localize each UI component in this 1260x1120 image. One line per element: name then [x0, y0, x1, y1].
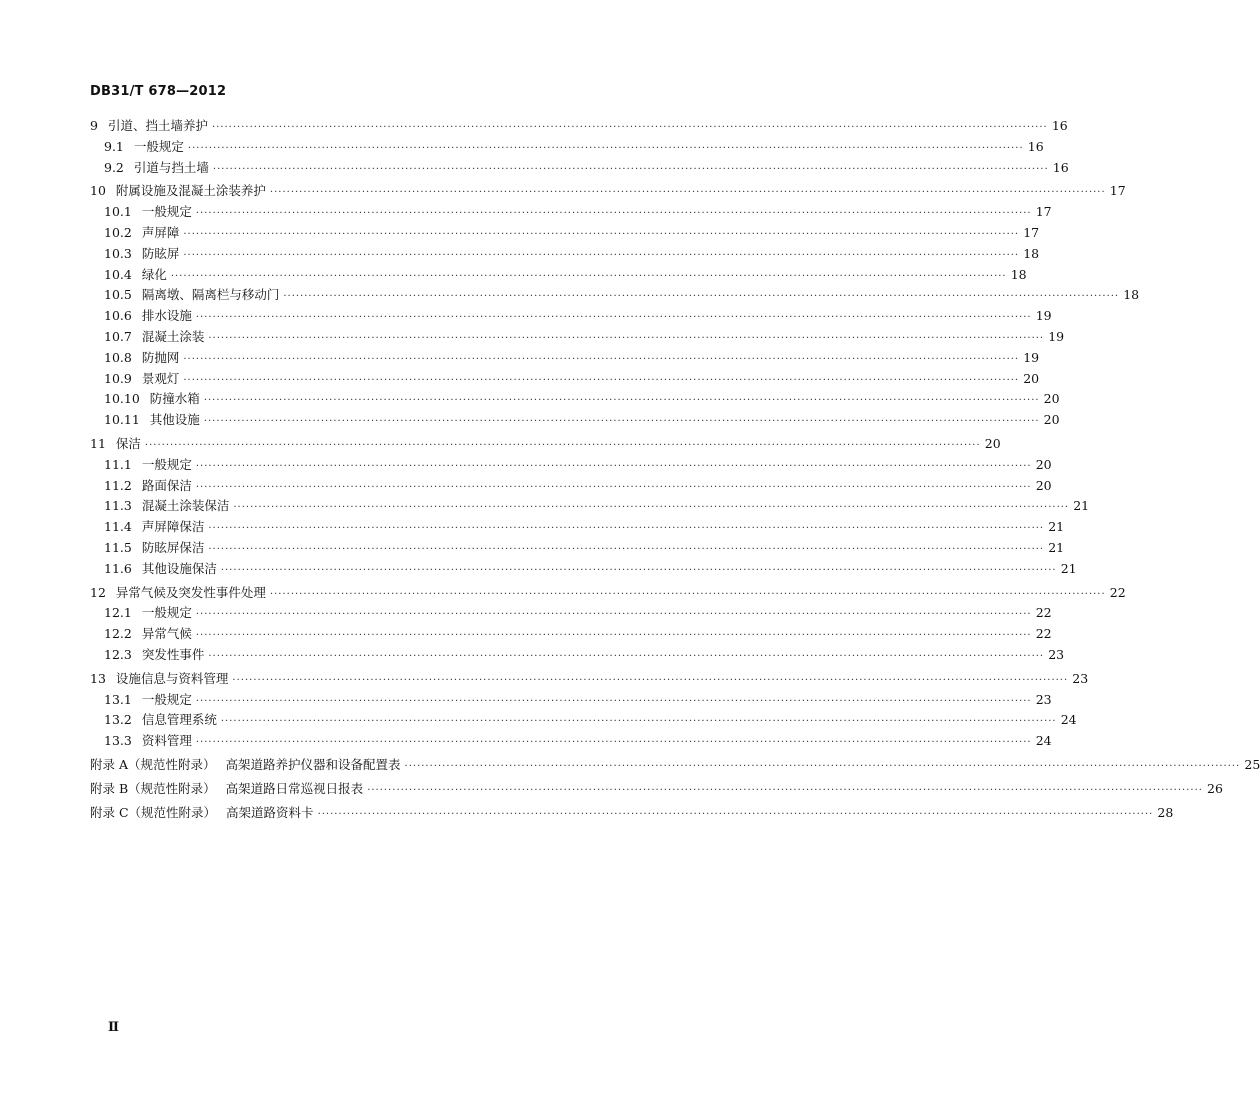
toc-entry-title: 混凝土涂装 [141, 329, 205, 344]
toc-entry-page: 17 [1109, 183, 1126, 199]
toc-dot-leader: ········································································································································································································ [195, 481, 1032, 493]
toc-entry[interactable] [90, 583, 1126, 603]
toc-entry-number: 13.3 [104, 733, 132, 749]
toc-entry-page: 20 [1043, 412, 1060, 428]
toc-entry-number: 11.4 [104, 519, 132, 535]
toc-entry-title: 高架道路日常巡视日报表 [225, 780, 364, 796]
toc-entry-title: 附属设施及混凝土涂装养护 [115, 183, 266, 199]
toc-entry-page: 17 [1035, 204, 1052, 220]
toc-entry-title: 防眩屏 [141, 245, 180, 261]
toc-entry-page: 23 [1048, 647, 1065, 662]
toc-entry[interactable] [90, 434, 1001, 454]
toc-dot-leader: ········································································································································································································ [283, 291, 1120, 303]
toc-entry[interactable] [104, 455, 1052, 475]
toc-entry[interactable] [104, 137, 1044, 157]
toc-entry[interactable] [104, 348, 1040, 368]
toc-entry-title: 设施信息与资料管理 [115, 670, 229, 686]
toc-dot-leader: ········································································································································································································ [208, 651, 1045, 662]
toc-entry-page: 24 [1060, 712, 1077, 728]
toc-dot-leader: ········································································································································································································ [195, 695, 1032, 707]
toc-entry-title: 资料管理 [141, 733, 192, 749]
toc-entry-title: 混凝土涂装保洁 [141, 498, 230, 514]
toc-entry-page: 23 [1035, 691, 1052, 707]
page-number: Ⅱ [108, 1020, 119, 1035]
toc-entry-title: 一般规定 [133, 138, 184, 154]
toc-entry-number: 11 [90, 436, 106, 451]
toc-entry-number: 10.2 [104, 225, 132, 240]
toc-entry-page: 26 [1207, 780, 1223, 796]
toc-entry[interactable] [104, 731, 1052, 751]
toc-entry-number: 附录 B（规范性附录） [90, 780, 216, 796]
toc-entry[interactable] [104, 538, 1065, 558]
toc-entry-title: 路面保洁 [141, 477, 192, 493]
toc-entry[interactable] [104, 476, 1052, 496]
toc-entry-number: 11.1 [104, 456, 132, 472]
toc-entry[interactable] [104, 223, 1040, 243]
toc-dot-leader: ········································································································································································································ [195, 737, 1032, 749]
toc-dot-leader: ········································································································································································································ [211, 122, 1048, 133]
toc-entry-page: 20 [984, 436, 1001, 451]
toc-entry[interactable] [90, 779, 1223, 799]
toc-entry-page: 16 [1027, 138, 1044, 154]
toc-entry[interactable] [104, 285, 1140, 305]
toc-entry-title: 引道与挡土墙 [133, 159, 209, 175]
toc-entry[interactable] [104, 158, 1069, 178]
toc-entry-title: 一般规定 [141, 204, 192, 220]
toc-entry-title: 高架道路资料卡 [226, 804, 314, 820]
toc-entry[interactable] [104, 265, 1027, 285]
toc-entry-number: 10.5 [104, 287, 132, 303]
toc-entry-title: 信息管理系统 [141, 712, 217, 728]
toc-entry-page: 21 [1060, 560, 1077, 576]
toc-dot-leader: ········································································································································································································ [269, 187, 1106, 199]
toc-entry[interactable] [90, 803, 1174, 823]
toc-entry-page: 21 [1048, 540, 1065, 555]
toc-dot-leader: ········································································································································································································ [195, 609, 1032, 621]
toc-dot-leader: ········································································································································································································ [195, 460, 1032, 472]
toc-dot-leader: ········································································································································································································ [233, 502, 1070, 514]
toc-dot-leader: ········································································································································································································ [317, 808, 1154, 820]
toc-entry-title: 其他设施保洁 [141, 560, 217, 576]
toc-entry-number: 10 [90, 183, 106, 199]
toc-entry-title: 防抛网 [141, 349, 180, 365]
toc-entry[interactable] [90, 116, 1068, 136]
toc-entry-number: 附录 C（规范性附录） [90, 804, 217, 820]
toc-entry-title: 防眩屏保洁 [141, 540, 205, 555]
toc-dot-leader: ········································································································································································································ [195, 630, 1032, 642]
toc-dot-leader: ········································································································································································································ [269, 588, 1106, 600]
toc-dot-leader: ········································································································································································································ [183, 249, 1020, 261]
toc-entry[interactable] [104, 327, 1065, 347]
toc-entry[interactable] [104, 690, 1052, 710]
toc-entry[interactable] [104, 202, 1052, 222]
toc-dot-leader: ········································································································································································································ [195, 208, 1032, 220]
toc-entry-title: 引道、挡土墙养护 [107, 118, 208, 133]
toc-entry-title: 一般规定 [141, 456, 192, 472]
toc-dot-leader: ········································································································································································································ [232, 674, 1069, 686]
toc-entry-title: 声屏障 [141, 225, 180, 240]
toc-entry-number: 9.2 [104, 159, 124, 175]
toc-entry-number: 10.9 [104, 370, 132, 386]
toc-entry-page: 28 [1157, 804, 1174, 820]
toc-dot-leader: ········································································································································································································ [208, 523, 1045, 535]
toc-entry-page: 19 [1048, 329, 1065, 344]
toc-entry-title: 一般规定 [141, 605, 192, 621]
toc-entry-number: 10.1 [104, 204, 132, 220]
toc-entry-page: 19 [1035, 308, 1052, 324]
toc-dot-leader: ········································································································································································································ [220, 564, 1057, 576]
toc-entry-page: 18 [1010, 266, 1027, 282]
toc-entry-number: 9 [90, 118, 98, 133]
toc-entry[interactable] [104, 710, 1077, 730]
toc-entry-title: 一般规定 [141, 691, 192, 707]
toc-entry[interactable] [104, 369, 1040, 389]
toc-entry-page: 22 [1109, 584, 1126, 600]
toc-entry-page: 18 [1123, 287, 1140, 303]
toc-entry-page: 24 [1035, 733, 1052, 749]
toc-dot-leader: ········································································································································································································ [183, 374, 1020, 386]
toc-entry-number: 11.2 [104, 477, 132, 493]
toc-entry[interactable] [90, 181, 1126, 201]
toc-entry-number: 9.1 [104, 138, 124, 154]
toc-entry-title: 隔离墩、隔离栏与移动门 [141, 287, 280, 303]
toc-entry-number: 13.1 [104, 691, 132, 707]
toc-entry-page: 20 [1035, 456, 1052, 472]
toc-entry-title: 景观灯 [141, 370, 180, 386]
toc-entry[interactable] [104, 306, 1052, 326]
toc-dot-leader: ········································································································································································································ [183, 229, 1020, 240]
toc-dot-leader: ········································································································································································································ [208, 544, 1045, 555]
toc-entry-number: 13.2 [104, 712, 132, 728]
toc-entry-title: 保洁 [115, 436, 141, 451]
toc-entry[interactable] [104, 517, 1065, 537]
toc-entry-number: 10.7 [104, 329, 132, 344]
toc-entry-number: 10.11 [104, 412, 140, 428]
toc-entry[interactable] [104, 624, 1052, 644]
toc-entry-number: 12 [90, 584, 106, 600]
toc-entry-page: 22 [1035, 605, 1052, 621]
toc-dot-leader: ········································································································································································································ [203, 416, 1040, 428]
toc-entry-number: 11.3 [104, 498, 132, 514]
toc-entry-number: 10.4 [104, 266, 132, 282]
toc-entry-number: 12.2 [104, 626, 132, 642]
toc-entry-page: 20 [1043, 391, 1060, 407]
toc-entry-page: 25 [1244, 757, 1260, 772]
toc-entry-title: 其他设施 [149, 412, 200, 428]
toc-entry-page: 18 [1023, 245, 1040, 261]
toc-entry-title: 声屏障保洁 [141, 519, 205, 535]
toc-dot-leader: ········································································································································································································ [220, 716, 1057, 728]
toc-dot-leader: ········································································································································································································ [367, 784, 1203, 796]
toc-dot-leader: ········································································································································································································ [187, 142, 1024, 154]
toc-entry-title: 防撞水箱 [149, 391, 200, 407]
toc-dot-leader: ········································································································································································································ [404, 761, 1241, 772]
toc-entry-title: 异常气候及突发性事件处理 [115, 584, 266, 600]
toc-entry[interactable] [104, 645, 1065, 665]
toc-entry-page: 21 [1073, 498, 1090, 514]
toc-entry[interactable] [104, 410, 1060, 430]
toc-entry[interactable] [90, 669, 1089, 689]
toc-entry-title: 绿化 [141, 266, 167, 282]
toc-entry[interactable] [104, 496, 1090, 516]
toc-entry-title: 突发性事件 [141, 647, 205, 662]
toc-entry-number: 10.6 [104, 308, 132, 324]
toc-dot-leader: ········································································································································································································ [183, 353, 1020, 365]
toc-entry-page: 23 [1072, 670, 1089, 686]
toc-entry[interactable] [104, 603, 1052, 623]
toc-dot-leader: ········································································································································································································ [170, 270, 1007, 282]
toc-entry-page: 22 [1035, 626, 1052, 642]
toc-entry[interactable] [104, 559, 1077, 579]
toc-dot-leader: ········································································································································································································ [195, 312, 1032, 324]
toc-entry-number: 10.10 [104, 391, 140, 407]
toc-entry-number: 11.6 [104, 560, 132, 576]
toc-dot-leader: ········································································································································································································ [208, 333, 1045, 344]
toc-entry-number: 附录 A（规范性附录） [90, 757, 216, 772]
toc-entry-number: 10.3 [104, 245, 132, 261]
toc-entry-number: 12.3 [104, 647, 132, 662]
toc-entry[interactable] [104, 389, 1060, 409]
toc-entry-page: 16 [1052, 159, 1069, 175]
toc-entry-title: 高架道路养护仪器和设备配置表 [225, 757, 401, 772]
toc-entry-page: 20 [1023, 370, 1040, 386]
toc-dot-leader: ········································································································································································································ [144, 440, 981, 451]
toc-dot-leader: ········································································································································································································ [212, 163, 1049, 175]
toc-entry-page: 21 [1048, 519, 1065, 535]
toc-entry-number: 10.8 [104, 349, 132, 365]
toc-entry-number: 11.5 [104, 540, 132, 555]
toc-entry-number: 12.1 [104, 605, 132, 621]
toc-entry-title: 异常气候 [141, 626, 192, 642]
toc-entry-number: 13 [90, 670, 106, 686]
toc-entry-page: 19 [1023, 349, 1040, 365]
toc-entry-page: 17 [1023, 225, 1040, 240]
toc-entry-page: 20 [1035, 477, 1052, 493]
toc-entry-title: 排水设施 [141, 308, 192, 324]
toc-entry[interactable] [90, 755, 1260, 775]
document-code: DB31/T 678—2012 [90, 84, 227, 99]
toc-dot-leader: ········································································································································································································ [203, 395, 1040, 407]
toc-entry[interactable] [104, 244, 1040, 264]
toc-entry-page: 16 [1051, 118, 1068, 133]
